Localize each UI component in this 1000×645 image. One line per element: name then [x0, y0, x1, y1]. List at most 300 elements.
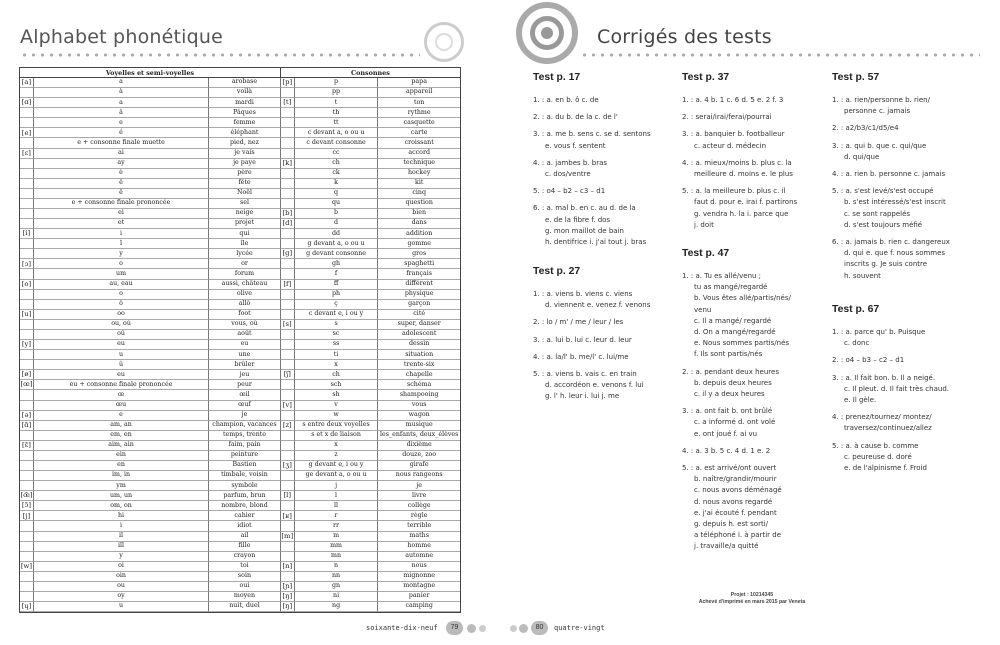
right-page	[500, 0, 1000, 645]
consonant-spelling: qu	[295, 199, 379, 209]
consonant-spelling: mn	[295, 552, 379, 562]
table-row	[20, 582, 460, 592]
table-row	[20, 209, 460, 219]
vowel-phoneme	[20, 542, 34, 552]
vowel-example: crayon	[209, 552, 281, 562]
vowel-example: foot	[209, 310, 281, 320]
consonant-spelling: s et x de liaison	[295, 431, 379, 441]
consonant-example: homme	[378, 542, 460, 552]
vowel-spelling: u	[34, 350, 209, 360]
vowel-phoneme: [u]	[20, 310, 34, 320]
vowel-phoneme	[20, 88, 34, 98]
answer-line: personne c. jamais	[844, 107, 911, 116]
vowel-example: peur	[209, 380, 281, 390]
answer-line: g. vendra h. la i. parce que	[694, 209, 789, 218]
table-row	[20, 491, 460, 501]
vowel-phoneme	[20, 401, 34, 411]
consonant-example: rythme	[378, 108, 460, 118]
answer-line: inscrits g. Je suis contre	[844, 260, 928, 269]
consonant-spelling: th	[295, 108, 379, 118]
vowel-spelling: au, eau	[34, 280, 209, 290]
consonant-example: schéma	[378, 380, 460, 390]
consonant-spelling: sc	[295, 330, 379, 340]
vowel-spelling: ay	[34, 159, 209, 169]
vowel-phoneme	[20, 471, 34, 481]
answer-line: 3. : a. me b. sens c. se d. sentons	[533, 130, 651, 139]
answer-line: h. souvent	[844, 271, 881, 280]
test-heading: Test p. 67	[832, 304, 880, 315]
vowel-phoneme	[20, 451, 34, 461]
vowel-phoneme: [ɛ]	[20, 149, 34, 159]
table-row	[20, 451, 460, 461]
vowel-example: août	[209, 330, 281, 340]
test-heading: Test p. 57	[832, 72, 880, 83]
consonant-phoneme: [ʒ]	[281, 461, 295, 471]
spiral-decoration-icon	[424, 22, 464, 62]
consonant-phoneme	[281, 108, 295, 118]
answer-line: g. mon maillot de bain	[545, 226, 624, 235]
table-row	[20, 532, 460, 542]
test-heading: Test p. 17	[533, 72, 581, 83]
consonant-phoneme	[281, 330, 295, 340]
consonant-example: automne	[378, 552, 460, 562]
vowel-example: jeu	[209, 370, 281, 380]
vowel-spelling: ô	[34, 300, 209, 310]
consonant-spelling: ti	[295, 350, 379, 360]
consonant-example: bien	[378, 209, 460, 219]
vowel-phoneme: [ɥ]	[20, 602, 34, 612]
vowel-spelling: ou, où	[34, 320, 209, 330]
consonant-spelling: l	[295, 491, 379, 501]
consonant-example: montagne	[378, 582, 460, 592]
page-title-left: Alphabet phonétique	[20, 26, 224, 48]
vowel-example: nombre, blond	[209, 501, 281, 511]
consonant-example: français	[378, 269, 460, 279]
vowel-spelling: aim, ain	[34, 441, 209, 451]
answer-line: 1. : a. viens b. viens c. viens	[533, 290, 633, 298]
table-row	[20, 149, 460, 159]
table-row	[20, 360, 460, 370]
consonant-spelling: nn	[295, 572, 379, 582]
answer-line: 2. : a2/b3/c1/d5/e4	[832, 124, 899, 133]
answer-line: e. vous f. sentent	[545, 141, 606, 150]
dotted-divider	[20, 52, 420, 58]
vowel-example: neige	[209, 209, 281, 219]
answer-line: e. de la fibre f. dos	[545, 215, 611, 224]
table-row	[20, 380, 460, 390]
vowel-phoneme: [y]	[20, 340, 34, 350]
answer-line: venu	[694, 305, 712, 314]
vowel-spelling: oû	[34, 330, 209, 340]
vowel-spelling: ou	[34, 582, 209, 592]
table-row	[20, 592, 460, 602]
table-row	[20, 542, 460, 552]
table-row	[20, 108, 460, 118]
table-row	[20, 118, 460, 128]
consonant-spelling: b	[295, 209, 379, 219]
answer-line: 3. : a. ont fait b. ont brûlé	[682, 407, 773, 416]
consonant-spelling: ph	[295, 290, 379, 300]
consonant-example: règle	[378, 511, 460, 521]
vowel-phoneme	[20, 169, 34, 179]
vowel-example: peinture	[209, 451, 281, 461]
table-row	[20, 401, 460, 411]
consonant-phoneme	[281, 259, 295, 269]
consonant-spelling: mm	[295, 542, 379, 552]
consonant-phoneme: [m]	[281, 531, 294, 540]
vowel-spelling: e + consonne finale prononcée	[34, 199, 209, 209]
consonant-example: camping	[378, 602, 460, 612]
answer-line: 4. : prenez/tournez/ montez/	[832, 413, 932, 422]
consonant-spelling: ff	[295, 280, 379, 290]
consonant-example: cinq	[378, 189, 460, 199]
consonant-example: douze, zoo	[378, 451, 460, 461]
table-row	[20, 572, 460, 582]
consonant-spelling: dd	[295, 229, 379, 239]
consonant-phoneme	[281, 239, 295, 249]
page-dot-icon	[479, 625, 486, 632]
vowel-phoneme	[20, 138, 34, 148]
table-row	[20, 138, 460, 148]
answer-line: 5. : o4 – b2 – c3 – d1	[533, 187, 606, 196]
vowel-example: père	[209, 169, 281, 179]
consonant-phoneme	[281, 501, 295, 511]
vowel-example: nuit, duel	[209, 602, 281, 612]
consonant-phoneme	[281, 441, 295, 451]
answer-line: d. On a mangé/regardé	[694, 328, 776, 336]
vowel-example: parfum, brun	[209, 491, 281, 501]
vowel-spelling: oi	[34, 562, 209, 572]
answer-line: 5. : a. est arrivé/ont ouvert	[682, 464, 777, 472]
consonant-spelling: ck	[295, 169, 379, 179]
consonant-phoneme	[281, 138, 295, 148]
consonant-spelling: cc	[295, 149, 379, 159]
answer-line: 3. : a. lui b. lui c. leur d. leur	[533, 335, 632, 344]
vowel-example: ail	[209, 532, 281, 542]
consonant-example: terrible	[378, 521, 460, 531]
vowel-phoneme	[20, 360, 34, 370]
consonant-example: addition	[378, 229, 460, 239]
consonant-example: nous rangeons	[378, 471, 460, 481]
consonant-phoneme	[281, 380, 295, 390]
vowel-example: allô	[209, 300, 281, 310]
table-header	[20, 68, 460, 78]
table-row	[20, 471, 460, 481]
answer-line: c. peureuse d. doré	[844, 452, 912, 461]
consonant-example: collège	[378, 501, 460, 511]
vowel-spelling: e	[34, 411, 209, 421]
answer-line: 3. : a. qui b. que c. qui/que	[832, 141, 927, 150]
answer-line: c. acteur d. médecin	[694, 141, 767, 150]
vowel-spelling: â	[34, 108, 209, 118]
consonant-example: musique	[378, 421, 460, 431]
vowel-example: pied, nez	[209, 138, 281, 148]
consonant-spelling: d	[295, 219, 379, 229]
vowel-spelling: y	[34, 249, 209, 259]
consonant-spelling: x	[295, 441, 379, 451]
table-row	[20, 330, 460, 340]
vowel-spelling: eu	[34, 340, 209, 350]
vowel-spelling: e	[34, 118, 209, 128]
answer-line: c. nous avons déménagé	[694, 486, 782, 495]
vowel-example: toi	[209, 562, 281, 572]
vowel-phoneme: [ø]	[20, 370, 34, 380]
vowel-spelling: o	[34, 290, 209, 300]
table-body	[20, 78, 460, 612]
table-row	[20, 128, 460, 138]
vowel-phoneme	[20, 219, 34, 229]
consonant-spelling: gn	[295, 582, 379, 592]
vowel-phoneme	[20, 290, 34, 300]
vowel-example: fille	[209, 542, 281, 552]
consonant-spelling: z	[295, 451, 379, 461]
answer-line: traversez/continuez/allez	[844, 424, 932, 433]
vowel-phoneme	[20, 532, 34, 542]
vowel-spelling: ei	[34, 209, 209, 219]
consonant-example: adolescent	[378, 330, 460, 340]
page-dot-icon	[467, 624, 476, 633]
consonant-example: les_enfants, deux_élèves	[378, 431, 460, 441]
test-heading: Test p. 47	[682, 248, 730, 259]
consonant-phoneme	[281, 118, 295, 128]
vowel-phoneme	[20, 582, 34, 592]
vowel-spelling: et	[34, 219, 209, 229]
answer-line: b. s'est intéressé/s'est inscrit	[844, 198, 946, 207]
table-row	[20, 501, 460, 511]
consonant-example: spaghetti	[378, 259, 460, 269]
vowel-phoneme	[20, 199, 34, 209]
table-row	[20, 411, 460, 421]
test-heading: Test p. 37	[682, 72, 730, 83]
vowel-phoneme	[20, 521, 34, 531]
consonant-spelling: f	[295, 269, 379, 279]
consonant-phoneme	[281, 199, 295, 209]
vowel-spelling: am, an	[34, 421, 209, 431]
consonant-phoneme: [s]	[281, 320, 295, 330]
vowel-example: olive	[209, 290, 281, 300]
consonant-spelling: ç	[295, 300, 379, 310]
vowel-phoneme: [o]	[20, 280, 34, 290]
consonant-phoneme	[281, 340, 295, 350]
answer-line: 5. : a. la meilleure b. plus c. il	[682, 187, 786, 196]
consonant-example: super, danser	[378, 320, 460, 330]
answer-line: e. Nous sommes partis/nés	[694, 339, 790, 348]
vowel-phoneme: [ɑ̃]	[20, 421, 34, 431]
vowel-example: lycée	[209, 249, 281, 259]
consonant-phoneme	[281, 169, 295, 179]
consonant-example: appareil	[378, 88, 460, 98]
vowel-phoneme	[20, 118, 34, 128]
vowel-phoneme: [ɑ]	[20, 98, 34, 108]
consonant-phoneme: [v]	[281, 401, 295, 411]
consonant-example: carte	[378, 128, 460, 138]
consonant-spelling: r	[295, 511, 379, 521]
vowel-spelling: om, on	[34, 501, 209, 511]
answer-line: 2. : a. du b. de la c. de l'	[533, 113, 618, 122]
table-row	[20, 88, 460, 98]
table-row	[20, 229, 460, 239]
vowel-spelling: o	[34, 259, 209, 269]
answer-line: c. Il a mangé/ regardé	[694, 316, 772, 325]
consonant-phoneme	[281, 481, 295, 491]
vowel-spelling: oin	[34, 572, 209, 582]
consonant-spelling: c devant e, i ou y	[295, 310, 379, 320]
vowel-phoneme: [a]	[20, 78, 34, 88]
vowel-example: temps, trente	[209, 431, 281, 441]
consonant-example: question	[378, 199, 460, 209]
header-vowels: Voyelles et semi-voyelles	[20, 68, 281, 77]
consonant-phoneme	[281, 189, 295, 199]
vowel-example: fête	[209, 179, 281, 189]
vowel-example: faim, pain	[209, 441, 281, 451]
answer-line: 4. : a. rien b. personne c. jamais	[832, 170, 946, 178]
consonant-spelling: m	[295, 532, 379, 542]
consonant-example: vous	[378, 401, 460, 411]
consonant-example: ton	[378, 98, 460, 108]
vowel-example: forum	[209, 269, 281, 279]
consonant-phoneme: [d]	[281, 219, 295, 229]
vowel-phoneme: [œ̃]	[20, 491, 33, 500]
consonant-example: dixième	[378, 441, 460, 451]
consonant-spelling: c devant a, o ou u	[295, 128, 379, 138]
vowel-example: moyen	[209, 592, 281, 602]
vowel-example: œil	[209, 390, 281, 400]
table-row	[20, 390, 460, 400]
answer-line: 4. : a. 3 b. 5 c. 4 d. 1 e. 2	[682, 446, 771, 455]
vowel-spelling: eu	[34, 370, 209, 380]
table-row	[20, 552, 460, 562]
vowel-example: voilà	[209, 88, 281, 98]
vowel-spelling: en	[34, 461, 209, 471]
vowel-phoneme: [e]	[20, 128, 34, 138]
vowel-spelling: a	[34, 78, 209, 88]
table-row	[20, 461, 460, 471]
vowel-phoneme	[20, 330, 34, 340]
answer-line: 6. : a. mal b. en c. au d. de la	[533, 204, 636, 213]
consonant-phoneme	[281, 552, 295, 562]
phonetic-table	[19, 67, 461, 613]
consonant-example: kit	[378, 179, 460, 189]
answer-line: d. viennent e. venez f. venons	[545, 301, 651, 310]
vowel-phoneme: [i]	[20, 229, 34, 239]
vowel-spelling: ë	[34, 189, 209, 199]
answer-line: 1. : a. Tu es allé/venu ;	[682, 272, 762, 280]
vowel-spelling: um	[34, 269, 209, 279]
table-row	[20, 441, 460, 451]
consonant-example: cité	[378, 310, 460, 320]
consonant-spelling: t	[295, 98, 379, 108]
print-info: Achevé d'imprimé en mars 2015 par Veneta	[698, 599, 806, 605]
consonant-spelling: g devant e, i ou y	[295, 461, 379, 471]
print-footer	[672, 592, 832, 606]
vowel-spelling: œu	[34, 401, 209, 411]
vowel-example: symbole	[209, 481, 281, 491]
consonant-spelling: v	[295, 401, 379, 411]
vowel-spelling: ym	[34, 481, 209, 491]
vowel-phoneme	[20, 159, 34, 169]
table-row	[20, 421, 460, 431]
table-row	[20, 219, 460, 229]
vowel-example: éléphant	[209, 128, 281, 138]
consonant-phoneme: [ɲ]	[281, 582, 295, 592]
consonant-example: situation	[378, 350, 460, 360]
answer-line: 5. : a. viens b. vais c. en train	[533, 370, 637, 378]
consonant-phoneme	[281, 149, 295, 159]
answer-line: 1. : a. parce qu' b. Puisque	[832, 328, 926, 336]
vowel-example: timbale, voisin	[209, 471, 281, 481]
page-dot-icon	[519, 624, 528, 633]
vowel-phoneme	[20, 552, 34, 562]
left-page	[0, 0, 490, 645]
table-row	[20, 562, 460, 572]
page-number-right: 80	[531, 621, 548, 635]
vowel-spelling: i	[34, 229, 209, 239]
answer-line: meilleure d. moins e. le plus	[694, 170, 793, 178]
consonant-phoneme: [k]	[281, 159, 295, 169]
answer-line: e. ont joué f. ai vu	[694, 429, 758, 438]
consonant-spelling: q	[295, 189, 379, 199]
vowel-example: femme	[209, 118, 281, 128]
answer-line: 4. : a. la/l' b. me/l' c. lui/me	[533, 352, 629, 361]
table-row	[20, 179, 460, 189]
answer-line: c. donc	[844, 339, 870, 348]
vowel-example: je vais	[209, 149, 281, 159]
consonant-phoneme	[281, 542, 295, 552]
consonant-example: hockey	[378, 169, 460, 179]
consonant-phoneme: [ŋ]	[281, 602, 295, 612]
vowel-example: Pâques	[209, 108, 281, 118]
consonant-example: garçon	[378, 300, 460, 310]
vowel-phoneme: [ɛ̃]	[20, 441, 34, 451]
vowel-phoneme	[20, 320, 34, 330]
vowel-example: arobase	[209, 78, 281, 88]
consonant-example: papa	[378, 78, 460, 88]
table-row	[20, 169, 460, 179]
spiral-decoration-icon	[516, 2, 578, 64]
answer-line: c. Il pleut. d. Il fait très chaud.	[844, 384, 949, 393]
consonant-example: accord	[378, 149, 460, 159]
vowel-spelling: i	[34, 521, 209, 531]
vowel-example: eu	[209, 340, 281, 350]
vowel-phoneme	[20, 300, 34, 310]
answer-line: 2. : a. pendant deux heures	[682, 367, 779, 376]
answer-line: 5. : a. s'est levé/s'est occupé	[832, 187, 934, 196]
consonant-example: nous	[378, 562, 460, 572]
table-row	[20, 249, 460, 259]
vowel-phoneme	[20, 431, 34, 441]
consonant-spelling: ni	[295, 592, 379, 602]
vowel-phoneme	[20, 481, 34, 491]
vowel-example: qui	[209, 229, 281, 239]
page-dot-icon	[510, 625, 517, 632]
consonant-spelling: ng	[295, 602, 379, 612]
answer-line: 4. : a. jambes b. bras	[533, 158, 608, 167]
vowel-spelling: u	[34, 602, 209, 612]
vowel-phoneme	[20, 461, 34, 471]
consonant-spelling: sch	[295, 380, 379, 390]
answer-line: d. qui/que	[844, 152, 880, 161]
consonant-example: dans	[378, 219, 460, 229]
table-row	[20, 280, 460, 290]
answer-line: a téléphoné i. à partir de	[694, 531, 782, 540]
consonant-example: shampooing	[378, 390, 460, 400]
vowel-phoneme	[20, 209, 34, 219]
vowel-spelling: à	[34, 88, 209, 98]
vowel-example: sel	[209, 199, 281, 209]
consonant-example: je	[378, 481, 460, 491]
answer-line: j. travaille/a quitté	[694, 542, 759, 551]
consonant-phoneme	[281, 269, 295, 279]
